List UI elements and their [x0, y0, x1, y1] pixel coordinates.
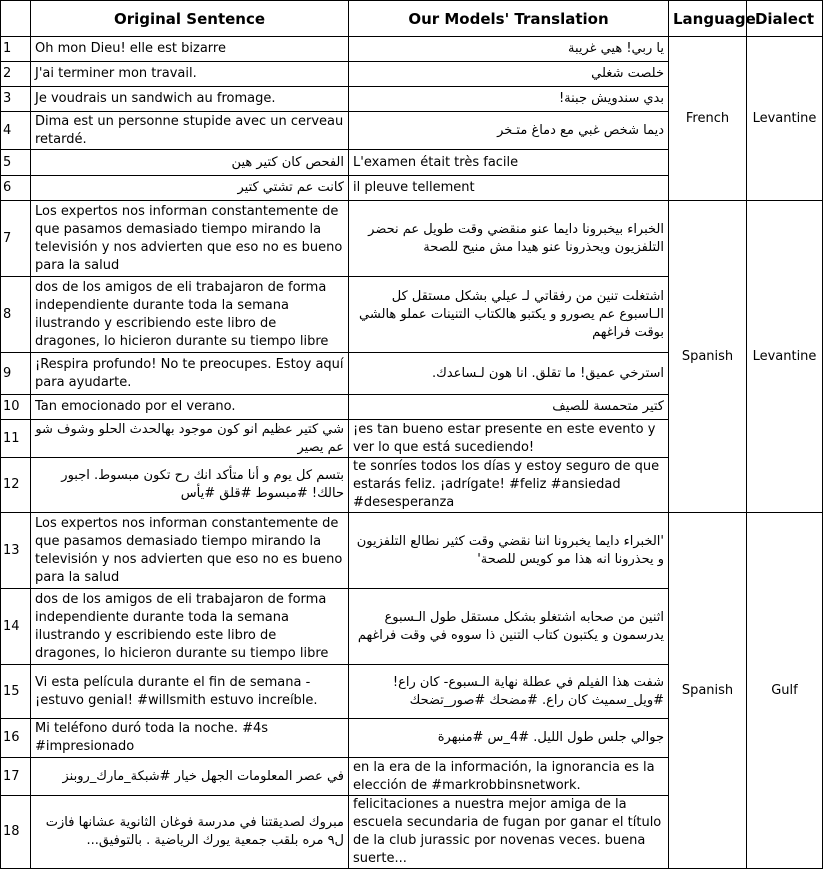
original-sentence: شي كتير عظيم انو كون موجود بهالحدث الحلو وشوف شو عم يصير [31, 420, 349, 458]
model-translation: ¡es tan bueno estar presente en este evento y ver lo que está sucediendo! [349, 420, 669, 458]
original-sentence: dos de los amigos de eli trabajaron de forma independiente durante toda la semana ilustrando y escribiendo este libro de dragones, lo hicieron durante su tiempo libre [31, 589, 349, 665]
dialect-cell: Levantine [747, 201, 823, 513]
header-row [1, 1, 823, 37]
row-number: 9 [1, 353, 31, 395]
row-number: 10 [1, 395, 31, 420]
model-translation: en la era de la información, la ignorancia es la elección de #markrobbinsnetwork. [349, 758, 669, 796]
original-sentence: Oh mon Dieu! elle est bizarre [31, 37, 349, 62]
header-dialect: Dialect [747, 1, 823, 37]
model-translation: te sonríes todos los días y estoy seguro de que estarás feliz. ¡adrígate! #feliz #ansiedad #desesperanza [349, 458, 669, 513]
table-row [1, 201, 823, 277]
model-translation: 'الخبراء دايما يخبرونا اننا نقضي وقت كثير نطالع التلفزيون و يحذرونا انه هذا مو كويس للصحة' [349, 513, 669, 589]
model-translation: L'examen était très facile [349, 150, 669, 176]
original-sentence: J'ai terminer mon travail. [31, 62, 349, 87]
language-cell: Spanish [669, 201, 747, 513]
model-translation: يا ربي! هيي غريبة [349, 37, 669, 62]
row-number: 8 [1, 277, 31, 353]
row-number: 2 [1, 62, 31, 87]
original-sentence: Tan emocionado por el verano. [31, 395, 349, 420]
row-number: 3 [1, 87, 31, 112]
dialect-cell: Levantine [747, 37, 823, 201]
model-translation: شفت هذا الفيلم في عطلة نهاية الـسبوع- كان راع! #ويل_سميث كان راع. #مضحك #صور_تضحك [349, 665, 669, 719]
table-row [1, 37, 823, 62]
row-number: 1 [1, 37, 31, 62]
row-number: 7 [1, 201, 31, 277]
model-translation: ديما شخص غبي مع دماغ متـخر [349, 112, 669, 150]
model-translation: il pleuve tellement [349, 176, 669, 201]
header-language: Language [669, 1, 747, 37]
original-sentence: في عصر المعلومات الجهل خيار #شبكة_مارك_روبنز [31, 758, 349, 796]
model-translation: استرخي عميق! ما تقلق. انا هون لـساعدك. [349, 353, 669, 395]
row-number: 13 [1, 513, 31, 589]
original-sentence: الفحص كان كتير هين [31, 150, 349, 176]
original-sentence: dos de los amigos de eli trabajaron de forma independiente durante toda la semana ilustrando y escribiendo este libro de dragones, lo hicieron durante su tiempo libre [31, 277, 349, 353]
model-translation: كتير متحمسة للصيف [349, 395, 669, 420]
original-sentence: Mi teléfono duró toda la noche. #4s #impresionado [31, 719, 349, 758]
original-sentence: Los expertos nos informan constantemente de que pasamos demasiado tiempo mirando la televisión y nos advierten que eso no es bueno para la salud [31, 513, 349, 589]
row-number: 5 [1, 150, 31, 176]
original-sentence: Vi esta película durante el fin de semana - ¡estuvo genial! #willsmith estuvo increíble. [31, 665, 349, 719]
table-row [1, 513, 823, 589]
row-number: 18 [1, 796, 31, 869]
row-number: 14 [1, 589, 31, 665]
row-number: 12 [1, 458, 31, 513]
row-number: 11 [1, 420, 31, 458]
original-sentence: بتسم كل يوم و أنا متأكد انك رح تكون مبسوط. اجبور حالك! #مبسوط #قلق #يأس [31, 458, 349, 513]
original-sentence: مبروك لصديقتنا في مدرسة فوغان الثانوية عشانها فازت ل٩ مره بلقب جمعية يورك الرياضية . بالتوفيق... [31, 796, 349, 869]
row-number: 15 [1, 665, 31, 719]
model-translation: بدي سندويش جبنة! [349, 87, 669, 112]
original-sentence: Je voudrais un sandwich au fromage. [31, 87, 349, 112]
model-translation: الخبراء بيخبرونا دايما عنو منقضي وقت طويل عم نحضر التلفزيون ويحذرونا عنو هيدا مش منيح للصحة [349, 201, 669, 277]
header-translation: Our Models' Translation [349, 1, 669, 37]
header-num [1, 1, 31, 37]
header-original: Original Sentence [31, 1, 349, 37]
row-number: 16 [1, 719, 31, 758]
dialect-cell: Gulf [747, 513, 823, 869]
model-translation: اثنين من صحابه اشتغلو بشكل مستقل طول الـسبوع يدرسمون و يكتبون كتاب التنين ذا سووه في وقت فراغهم [349, 589, 669, 665]
original-sentence: Dima est un personne stupide avec un cerveau retardé. [31, 112, 349, 150]
row-number: 17 [1, 758, 31, 796]
model-translation: felicitaciones a nuestra mejor amiga de la escuela secundaria de fugan por ganar el título de la club jurassic por novenas veces. buena suerte... [349, 796, 669, 869]
row-number: 4 [1, 112, 31, 150]
model-translation: جوالي جلس طول الليل. #4_س #منبهرة [349, 719, 669, 758]
original-sentence: كانت عم تشتي كتير [31, 176, 349, 201]
original-sentence: ¡Respira profundo! No te preocupes. Estoy aquí para ayudarte. [31, 353, 349, 395]
language-cell: French [669, 37, 747, 201]
language-cell: Spanish [669, 513, 747, 869]
model-translation: خلصت شغلي [349, 62, 669, 87]
row-number: 6 [1, 176, 31, 201]
model-translation: اشتغلت تنين من رفقاتي لـ عيلي بشكل مستقل كل الـاسبوع عم يصورو و يكتبو هالكتاب التنينات عملو هالشي بوقت فراغهم [349, 277, 669, 353]
original-sentence: Los expertos nos informan constantemente de que pasamos demasiado tiempo mirando la televisión y nos advierten que eso no es bueno para la salud [31, 201, 349, 277]
